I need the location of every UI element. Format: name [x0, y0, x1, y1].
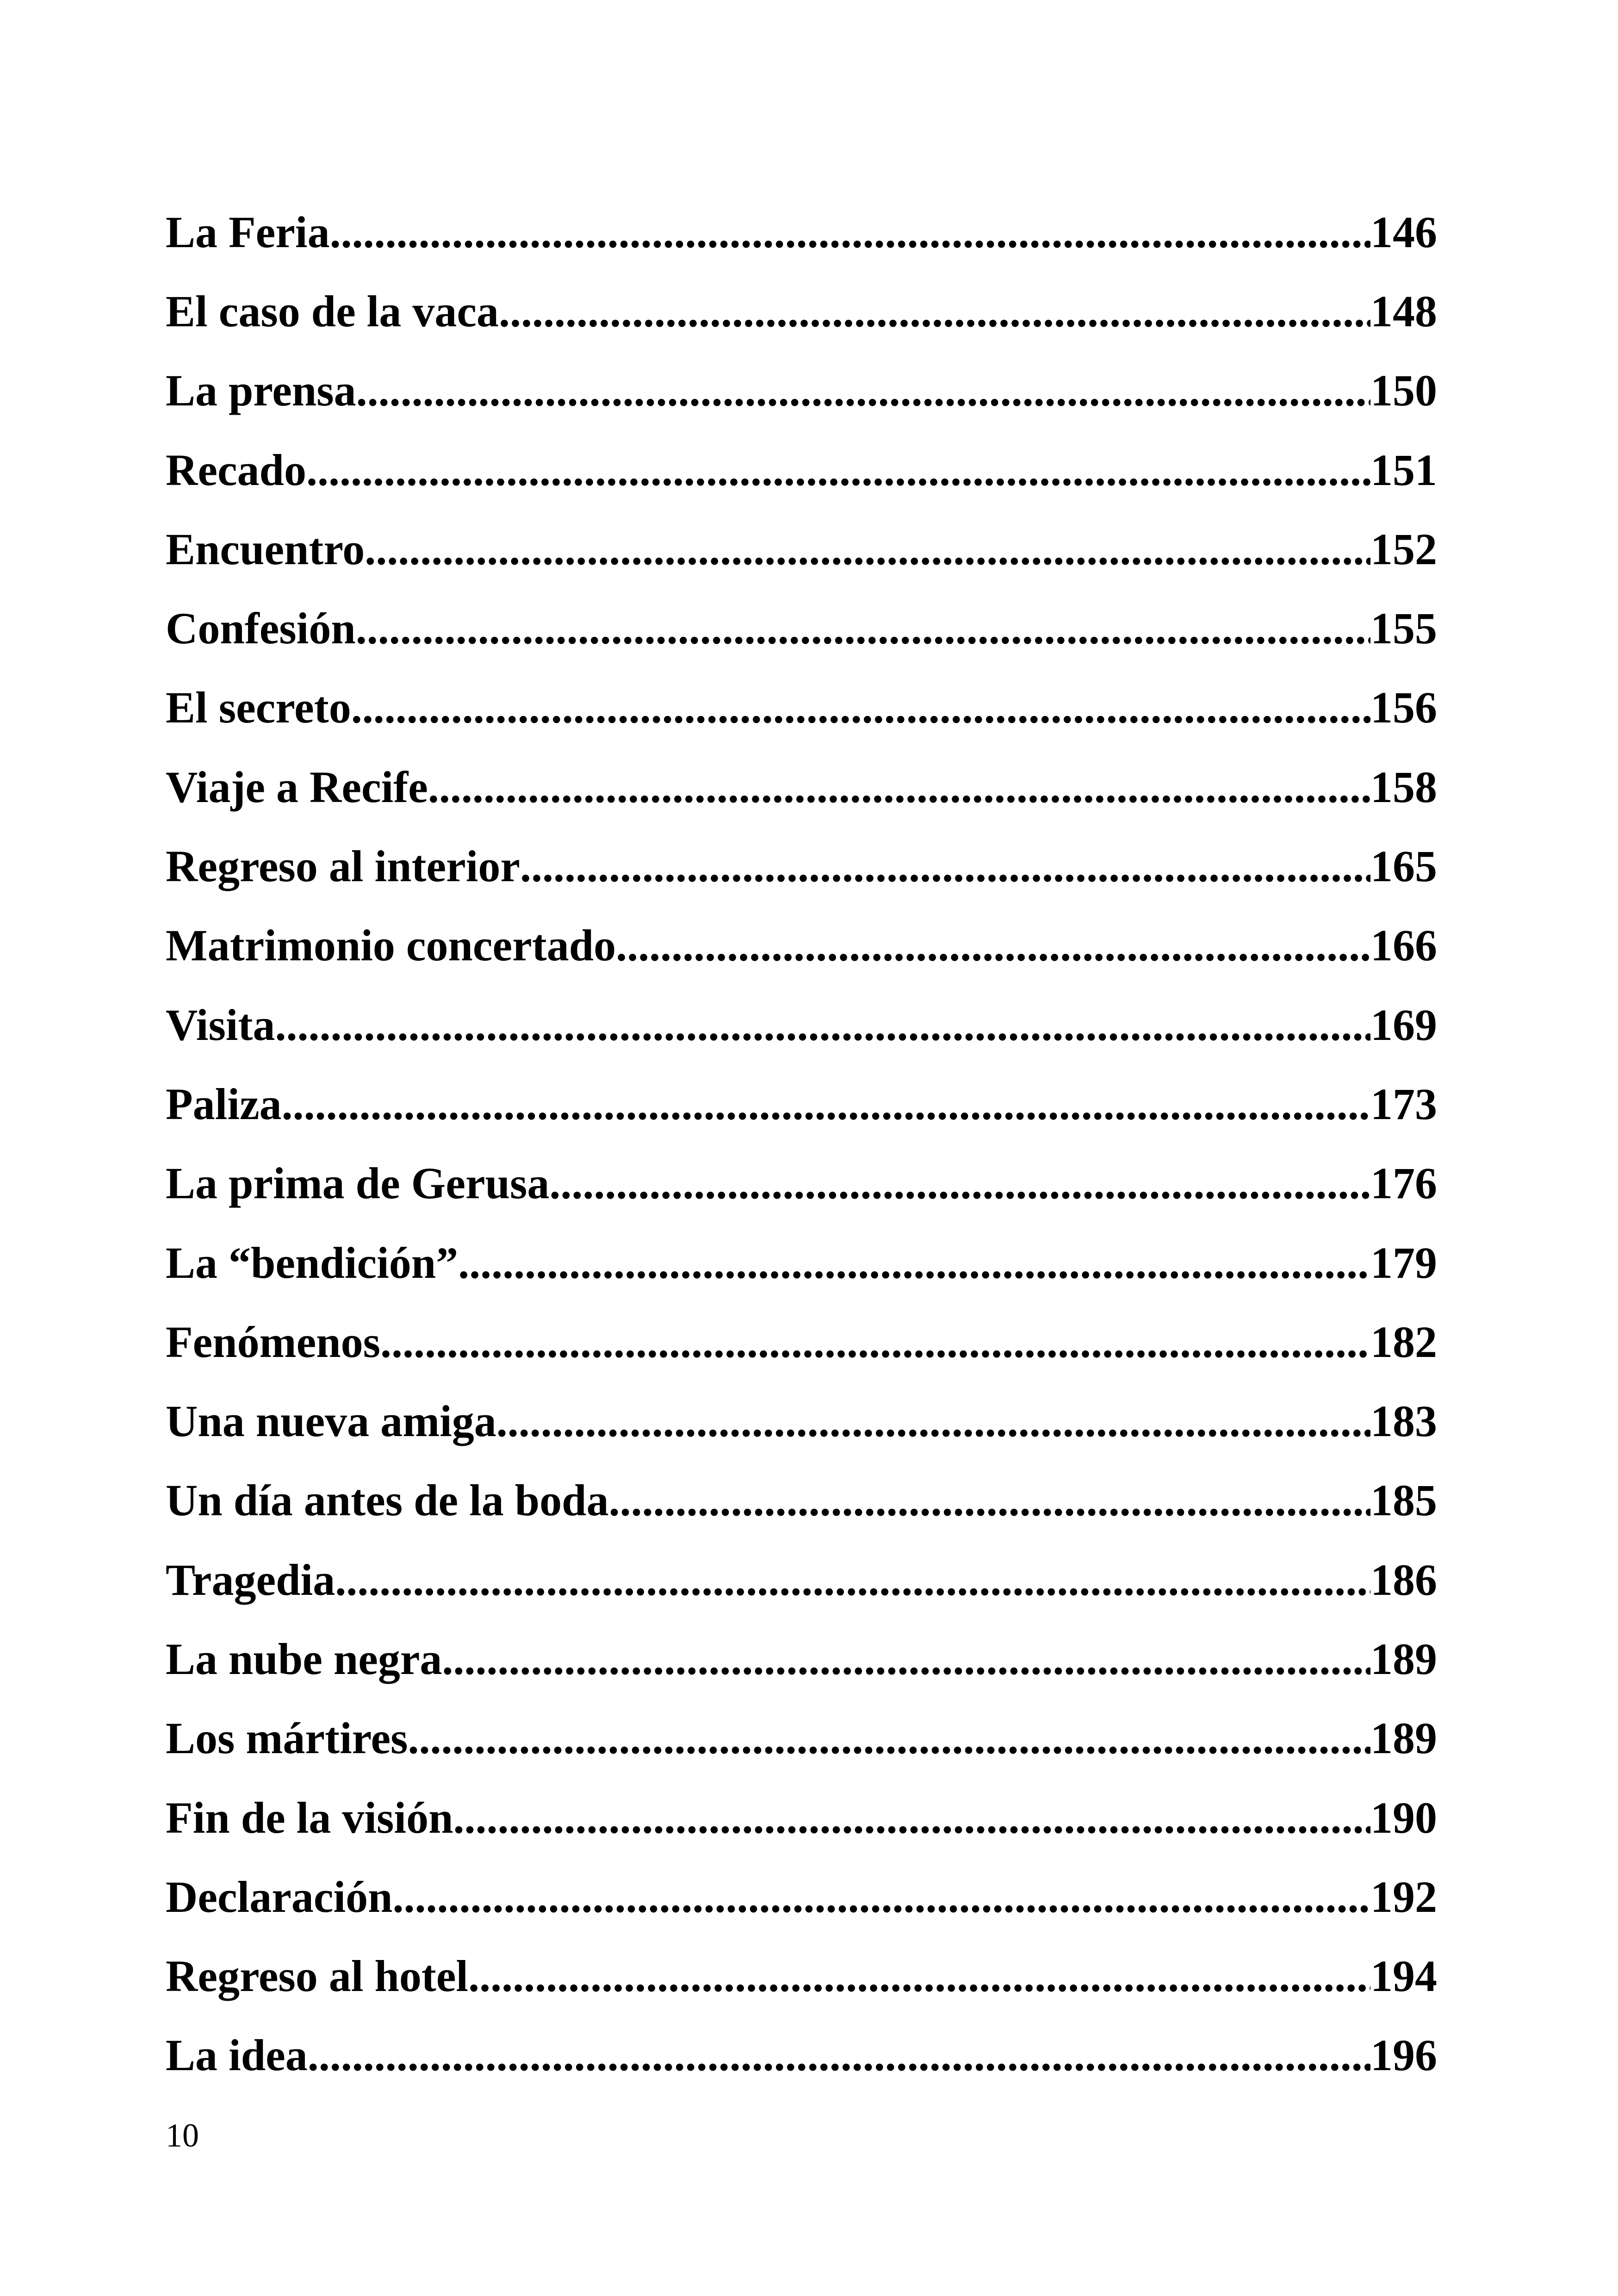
toc-entry [166, 193, 1437, 272]
toc-entry-title: La “bendición” [166, 1238, 459, 1288]
toc-leader-dots [549, 1161, 1370, 1206]
toc-leader-dots [520, 844, 1370, 889]
toc-leader-dots [308, 2033, 1370, 2078]
toc-entry-page: 152 [1370, 524, 1437, 574]
toc-leader-dots [356, 368, 1370, 413]
toc-entry-page: 176 [1370, 1158, 1437, 1208]
toc-leader-dots [458, 1241, 1370, 1285]
toc-entry [166, 827, 1437, 906]
toc-entry [166, 1699, 1437, 1778]
toc-entry [166, 906, 1437, 985]
toc-entry [166, 1937, 1437, 2016]
toc-entry [166, 1778, 1437, 1857]
toc-entry-title: Fin de la visión [166, 1792, 453, 1842]
toc-entry-page: 158 [1370, 762, 1437, 812]
toc-entry-page: 151 [1370, 445, 1437, 495]
toc-leader-dots [428, 765, 1370, 809]
toc-entry [166, 2016, 1437, 2095]
toc-entry-page: 148 [1370, 286, 1437, 336]
toc-entry-page: 173 [1370, 1079, 1437, 1129]
toc-entry-title: Encuentro [166, 524, 365, 574]
toc-entry-title: Tragedia [166, 1555, 335, 1605]
table-of-contents [166, 193, 1437, 2095]
toc-entry-page: 150 [1370, 366, 1437, 416]
toc-entry [166, 430, 1437, 510]
toc-entry-title: El secreto [166, 683, 351, 733]
toc-entry-title: Una nueva amiga [166, 1396, 496, 1446]
toc-leader-dots [351, 685, 1370, 730]
toc-entry-title: Viaje a Recife [166, 762, 428, 812]
toc-entry-page: 166 [1370, 921, 1437, 971]
toc-entry-title: Visita [166, 1000, 275, 1050]
toc-leader-dots [275, 1003, 1370, 1047]
toc-entry-title: El caso de la vaca [166, 286, 499, 336]
toc-leader-dots [393, 1875, 1371, 1919]
toc-entry-title: Fenómenos [166, 1317, 380, 1367]
toc-leader-dots [306, 448, 1370, 492]
toc-entry-page: 189 [1370, 1713, 1437, 1763]
toc-leader-dots [408, 1716, 1370, 1761]
toc-entry [166, 1064, 1437, 1144]
toc-leader-dots [335, 1558, 1370, 1602]
toc-entry [166, 1381, 1437, 1461]
toc-entry-title: Regreso al interior [166, 841, 520, 891]
toc-leader-dots [468, 1954, 1370, 1998]
toc-entry-page: 186 [1370, 1555, 1437, 1605]
toc-entry [166, 1857, 1437, 1936]
toc-entry-title: Recado [166, 445, 306, 495]
toc-entry-page: 169 [1370, 1000, 1437, 1050]
toc-entry-title: Declaración [166, 1872, 393, 1922]
toc-entry-page: 182 [1370, 1317, 1437, 1367]
toc-entry-title: La prensa [166, 366, 356, 416]
toc-entry-title: Un día antes de la boda [166, 1475, 609, 1525]
toc-entry [166, 1302, 1437, 1381]
toc-entry [166, 747, 1437, 827]
toc-leader-dots [365, 527, 1370, 572]
toc-leader-dots [499, 289, 1370, 334]
toc-leader-dots [496, 1399, 1370, 1444]
toc-entry-title: Los mártires [166, 1713, 408, 1763]
toc-entry-title: La Feria [166, 207, 330, 257]
toc-entry-title: Paliza [166, 1079, 282, 1129]
toc-entry [166, 1540, 1437, 1619]
toc-entry-page: 156 [1370, 683, 1437, 733]
toc-entry-page: 192 [1370, 1872, 1437, 1922]
toc-entry-page: 155 [1370, 604, 1437, 653]
toc-entry-title: La idea [166, 2030, 308, 2080]
toc-entry [166, 1619, 1437, 1699]
page-number: 10 [166, 2117, 199, 2154]
toc-entry [166, 668, 1437, 747]
toc-entry-title: Confesión [166, 604, 356, 653]
toc-entry [166, 272, 1437, 351]
toc-entry-title: Matrimonio concertado [166, 921, 616, 971]
toc-leader-dots [282, 1082, 1370, 1126]
toc-entry-page: 190 [1370, 1792, 1437, 1842]
toc-entry-page: 165 [1370, 841, 1437, 891]
toc-entry-page: 183 [1370, 1396, 1437, 1446]
toc-leader-dots [356, 606, 1370, 651]
toc-entry-page: 185 [1370, 1475, 1437, 1525]
toc-entry [166, 351, 1437, 430]
toc-leader-dots [453, 1796, 1370, 1840]
toc-entry [166, 1461, 1437, 1540]
toc-leader-dots [609, 1478, 1370, 1523]
toc-entry [166, 510, 1437, 589]
toc-entry [166, 1223, 1437, 1302]
toc-leader-dots [442, 1637, 1370, 1681]
toc-entry-page: 179 [1370, 1238, 1437, 1288]
toc-leader-dots [616, 923, 1370, 968]
toc-leader-dots [380, 1320, 1370, 1364]
toc-entry-title: Regreso al hotel [166, 1951, 469, 2001]
toc-entry-title: La prima de Gerusa [166, 1158, 550, 1208]
toc-entry-page: 194 [1370, 1951, 1437, 2001]
toc-entry-title: La nube negra [166, 1634, 442, 1684]
toc-entry-page: 196 [1370, 2030, 1437, 2080]
toc-entry [166, 1144, 1437, 1223]
toc-entry [166, 985, 1437, 1064]
toc-entry-page: 189 [1370, 1634, 1437, 1684]
toc-entry-page: 146 [1370, 207, 1437, 257]
toc-leader-dots [330, 210, 1370, 255]
toc-entry [166, 589, 1437, 668]
